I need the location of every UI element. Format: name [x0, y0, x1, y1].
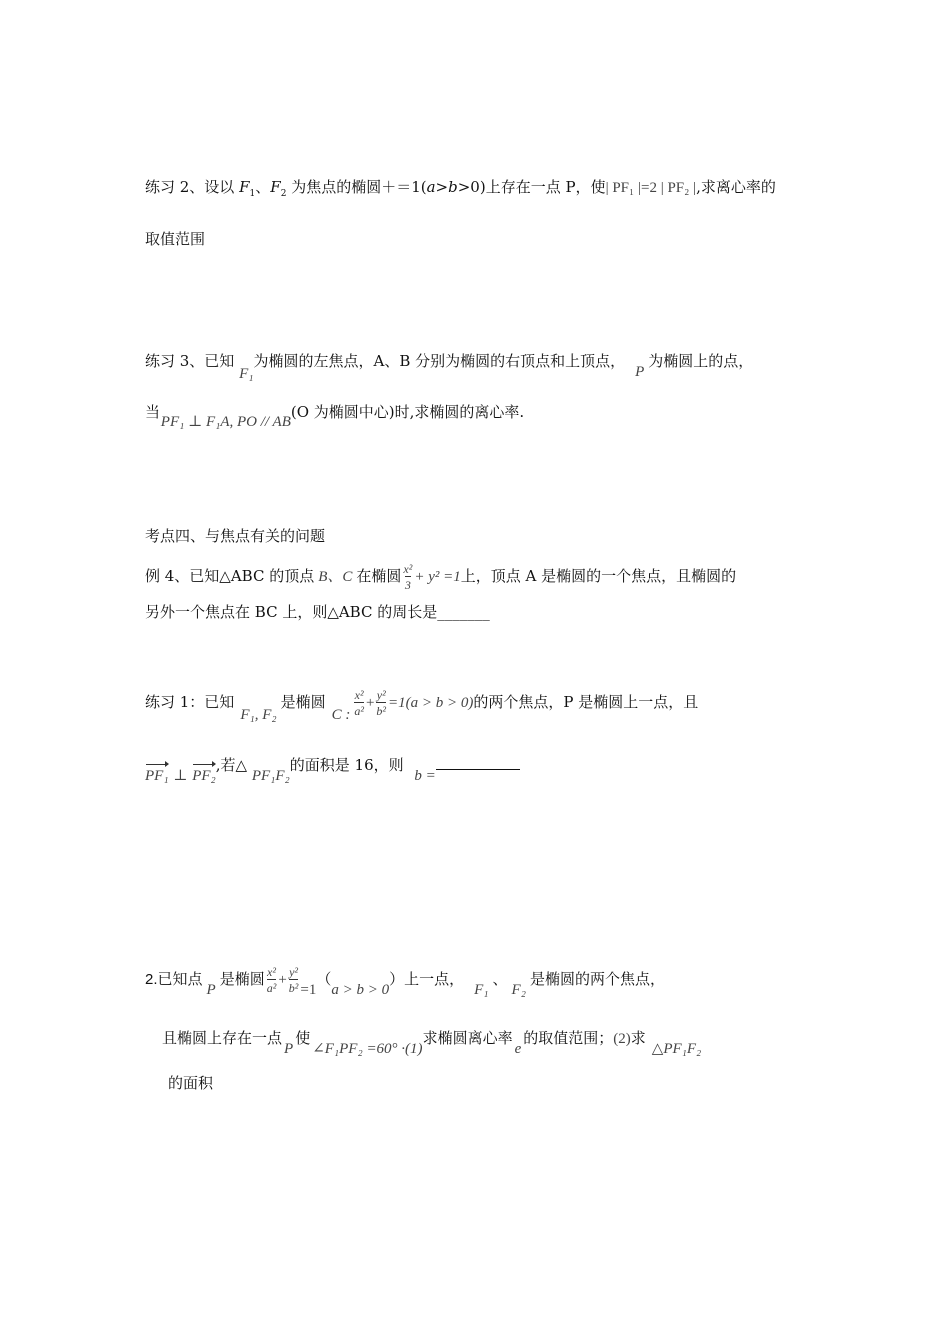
part-2-label: (2): [613, 1031, 631, 1047]
fraction-numerator: x²: [354, 688, 364, 702]
exercise-1-text-1: 是椭圆: [280, 693, 326, 711]
ask-word: 求: [630, 1030, 646, 1047]
angle-condition: ∠F₁PF₂ =60° ·(1): [312, 1041, 423, 1057]
exercise-1-text-4: 的面积是 16，则: [289, 756, 404, 774]
f2-symbol: F₂: [511, 981, 526, 998]
plus-sign: +: [365, 695, 375, 711]
use-word: 使: [295, 1030, 311, 1047]
f2-subscript: 2: [280, 189, 287, 199]
open-paren: （: [316, 970, 332, 988]
b-symbol: b: [448, 178, 458, 196]
question-2-line-3: 的面积: [168, 1075, 214, 1092]
fraction-numerator: x²: [267, 965, 276, 979]
p-symbol: P: [284, 1041, 294, 1057]
ellipse-fraction-x: [354, 688, 364, 718]
question-2-line-2: [162, 1028, 702, 1057]
gt-symbol: >: [435, 178, 449, 196]
fraction-denominator: b²: [288, 981, 299, 995]
triangle-pf1f2: PF₁F₂: [251, 768, 290, 784]
f1-symbol: F₁: [474, 981, 489, 998]
question-2-line-2-prefix: 且椭圆上存在一点: [162, 1030, 283, 1047]
f1-subscript: 1: [249, 189, 256, 199]
exercise-1-text-2: 的两个焦点，P 是椭圆上一点，且: [473, 693, 699, 711]
ellipse-fraction-x: [267, 965, 277, 995]
exercise-3-line-2: [145, 401, 525, 430]
vector-pf1: PF₁: [145, 765, 169, 787]
answer-blank: [436, 755, 520, 770]
exercise-3-line-1: [145, 350, 754, 382]
triangle-pf1f2: △PF₁F₂: [651, 1041, 702, 1057]
exercise-3-when: 当: [145, 403, 161, 421]
b-equals: b =: [414, 768, 436, 784]
exercise-1-line-2: [145, 754, 520, 784]
exercise-2-mid: 为焦点的椭圆＋＝1(: [286, 178, 427, 196]
exercise-3-prefix: 练习 3、已知: [145, 352, 235, 370]
fraction-denominator: b²: [376, 704, 387, 718]
exercise-1-prefix: 练习 1：已知: [145, 693, 235, 711]
e-symbol: e: [514, 1041, 522, 1057]
question-2-text-4: 的取值范围；: [523, 1030, 614, 1047]
question-2-text-1: 是椭圆: [219, 970, 265, 988]
exercise-3-text-2: 为椭圆上的点，: [648, 352, 754, 370]
ellipse-equation-rest: + y² =1: [414, 569, 461, 585]
exercise-1-line-1: [145, 688, 699, 723]
separator: 、: [492, 970, 508, 988]
ellipse-name: C :: [331, 707, 351, 723]
p-symbol: P: [206, 981, 216, 998]
question-2-text-3: 求椭圆离心率: [422, 1030, 513, 1047]
exercise-2-line-2: 取值范围: [145, 230, 206, 248]
section-4-title: 考点四、与焦点有关的问题: [145, 527, 326, 545]
a-symbol: a: [426, 178, 436, 196]
fraction-numerator: y²: [376, 688, 386, 702]
example-4-prefix: 例 4、已知△ABC 的顶点: [145, 567, 315, 585]
bc-symbols: B、C: [318, 569, 353, 585]
example-4-text-2: 上，顶点 A 是椭圆的一个焦点，且椭圆的: [460, 567, 737, 585]
exercise-2-prefix: 练习 2、设以: [145, 178, 240, 196]
fraction-denominator: a²: [354, 704, 364, 718]
exercise-2-condition-formula: | PF₁ |=2 | PF₂ |: [605, 180, 697, 196]
exercise-3-text-1: 为椭圆的左焦点，A、B 分别为椭圆的右顶点和上顶点，: [253, 352, 626, 370]
question-2-line-1: [145, 965, 665, 998]
equals-one: =1: [300, 981, 317, 998]
fraction-denominator: a²: [266, 981, 277, 995]
fraction-denominator: 3: [404, 578, 411, 592]
exercise-1-text-3: ,若△: [215, 756, 248, 774]
question-2-prefix: 2.已知点: [145, 970, 203, 988]
fraction-numerator: x²: [403, 562, 413, 576]
example-4-line-2: 另外一个焦点在 BC 上，则△ABC 的周长是_______: [145, 603, 490, 621]
f2-symbol: F: [270, 178, 281, 196]
vector-pf2: PF₂: [192, 765, 216, 787]
condition-a-b: a > b > 0: [331, 981, 390, 998]
ellipse-equation-rest: =1(a > b > 0): [388, 695, 474, 711]
exercise-2-line-1: [145, 176, 776, 205]
exercise-3-condition-formula: PF₁ ⊥ F₁A, PO // AB: [160, 414, 291, 430]
perpendicular-symbol: ⊥: [173, 768, 188, 784]
p-symbol: P: [635, 364, 645, 380]
exercise-2-cond-text: >0)上存在一点 P，使: [457, 178, 606, 196]
f1-symbol: F: [239, 178, 250, 196]
question-2-text-close: ）上一点，: [389, 970, 465, 988]
fraction-numerator: y²: [289, 965, 299, 979]
ellipse-fraction-y: [289, 965, 299, 995]
ellipse-fraction: [403, 562, 412, 592]
exercise-3-line-2-suffix: (O 为椭圆中心)时,求椭圆的离心率.: [290, 403, 525, 421]
example-4-text-1: 在椭圆: [356, 567, 402, 585]
f1-symbol: F₁: [239, 366, 254, 382]
ellipse-fraction-y: [376, 688, 386, 718]
question-2-text-2: 是椭圆的两个焦点，: [529, 970, 665, 988]
separator: 、: [255, 178, 271, 196]
exercise-2-suffix: ,求离心率的: [696, 178, 776, 196]
f1-f2-symbols: F₁, F₂: [240, 707, 277, 723]
example-4-line-1: [145, 562, 736, 592]
plus-sign: +: [278, 971, 287, 988]
